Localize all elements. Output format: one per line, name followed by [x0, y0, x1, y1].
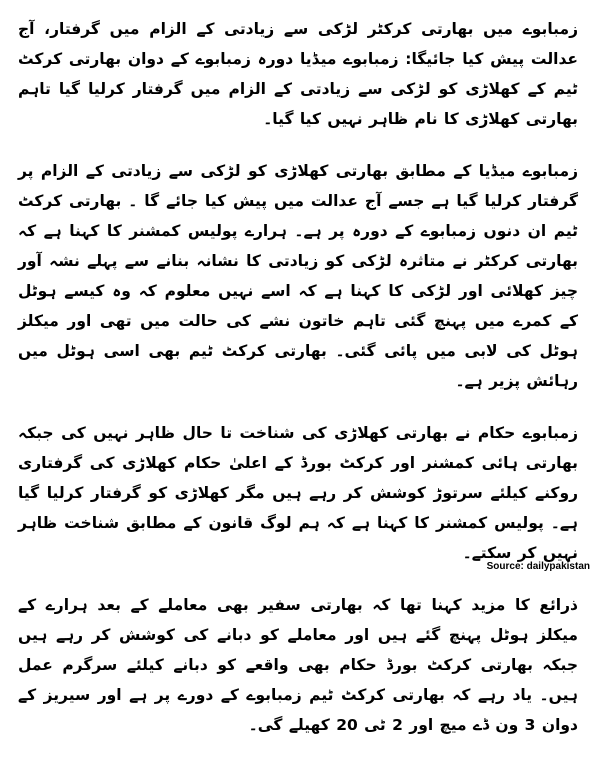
article-paragraph-1: زمبابوے میں بھارتی کرکٹر لڑکی سے زیادتی کے الزام میں گرفتار، آج عدالت پیش کیا جائیگا: زمبابوے میڈیا دورہ زمبابوے کے دوان بھارتی کرکٹ ٹیم کے کھلاڑی کو لڑکی سے زیادتی کے الزام میں گرفتار کرلیا گیا تاہم بھارتی کھلاڑی کا نام ظاہر نہیں کیا گیا۔	[18, 20, 578, 128]
source-credit: Source: dailypakistan	[486, 561, 590, 572]
article-paragraph-3: زمبابوے حکام نے بھارتی کھلاڑی کی شناخت تا حال ظاہر نہیں کی جبکہ بھارتی ہائی کمشنر اور کرکٹ بورڈ کے اعلیٰ حکام کھلاڑی کی گرفتاری روکنے کیلئے سرتوڑ کوشش کر رہے ہیں مگر کھلاڑی کو گرفتار کرلیا گیا ہے۔ پولیس کمشنر کا کہنا ہے کہ ہم لوگ قانون کے مطابق شناخت ظاہر نہیں کر سکتے۔	[18, 424, 578, 562]
article-paragraph-2: زمبابوے میڈیا کے مطابق بھارتی کھلاڑی کو لڑکی سے زیادتی کے الزام پر گرفتار کرلیا گیا ہے جسے آج عدالت میں پیش کیا جائے گا ۔ بھارتی کرکٹ ٹیم ان دنوں زمبابوے کے دورہ پر ہے۔ ہرارے پولیس کمشنر کا کہنا ہے کہ بھارتی کرکٹر نے متاثرہ لڑکی کو زیادتی کا نشانہ بنانے سے پہلے نشہ آور چیز کھلائی اور لڑکی کا کہنا ہے کہ اسے نہیں معلوم کہ وہ کیسے ہوٹل کے کمرے میں پہنچ گئی تاہم خاتون نشے کی حالت میں تھی اور میکلز ہوٹل کی لابی میں پائی گئی۔ بھارتی کرکٹ ٹیم بھی اسی ہوٹل میں رہائش پزیر ہے۔	[18, 162, 578, 390]
article-paragraph-4: ذرائع کا مزید کہنا تھا کہ بھارتی سفیر بھی معاملے کے بعد ہرارے کے میکلز ہوٹل پہنچ گئے ہیں اور معاملے کو دبانے کی کوشش کر رہے ہیں جبکہ بھارتی کرکٹ بورڈ حکام بھی واقعے کو دبانے کیلئے سرگرم عمل ہیں۔ یاد رہے کہ بھارتی کرکٹ ٹیم زمبابوے کے دورے پر ہے اور سیریز کے دوان 3 ون ڈے میچ اور 2 ٹی 20 کھیلے گی۔	[18, 596, 578, 734]
article-body	[18, 14, 578, 762]
